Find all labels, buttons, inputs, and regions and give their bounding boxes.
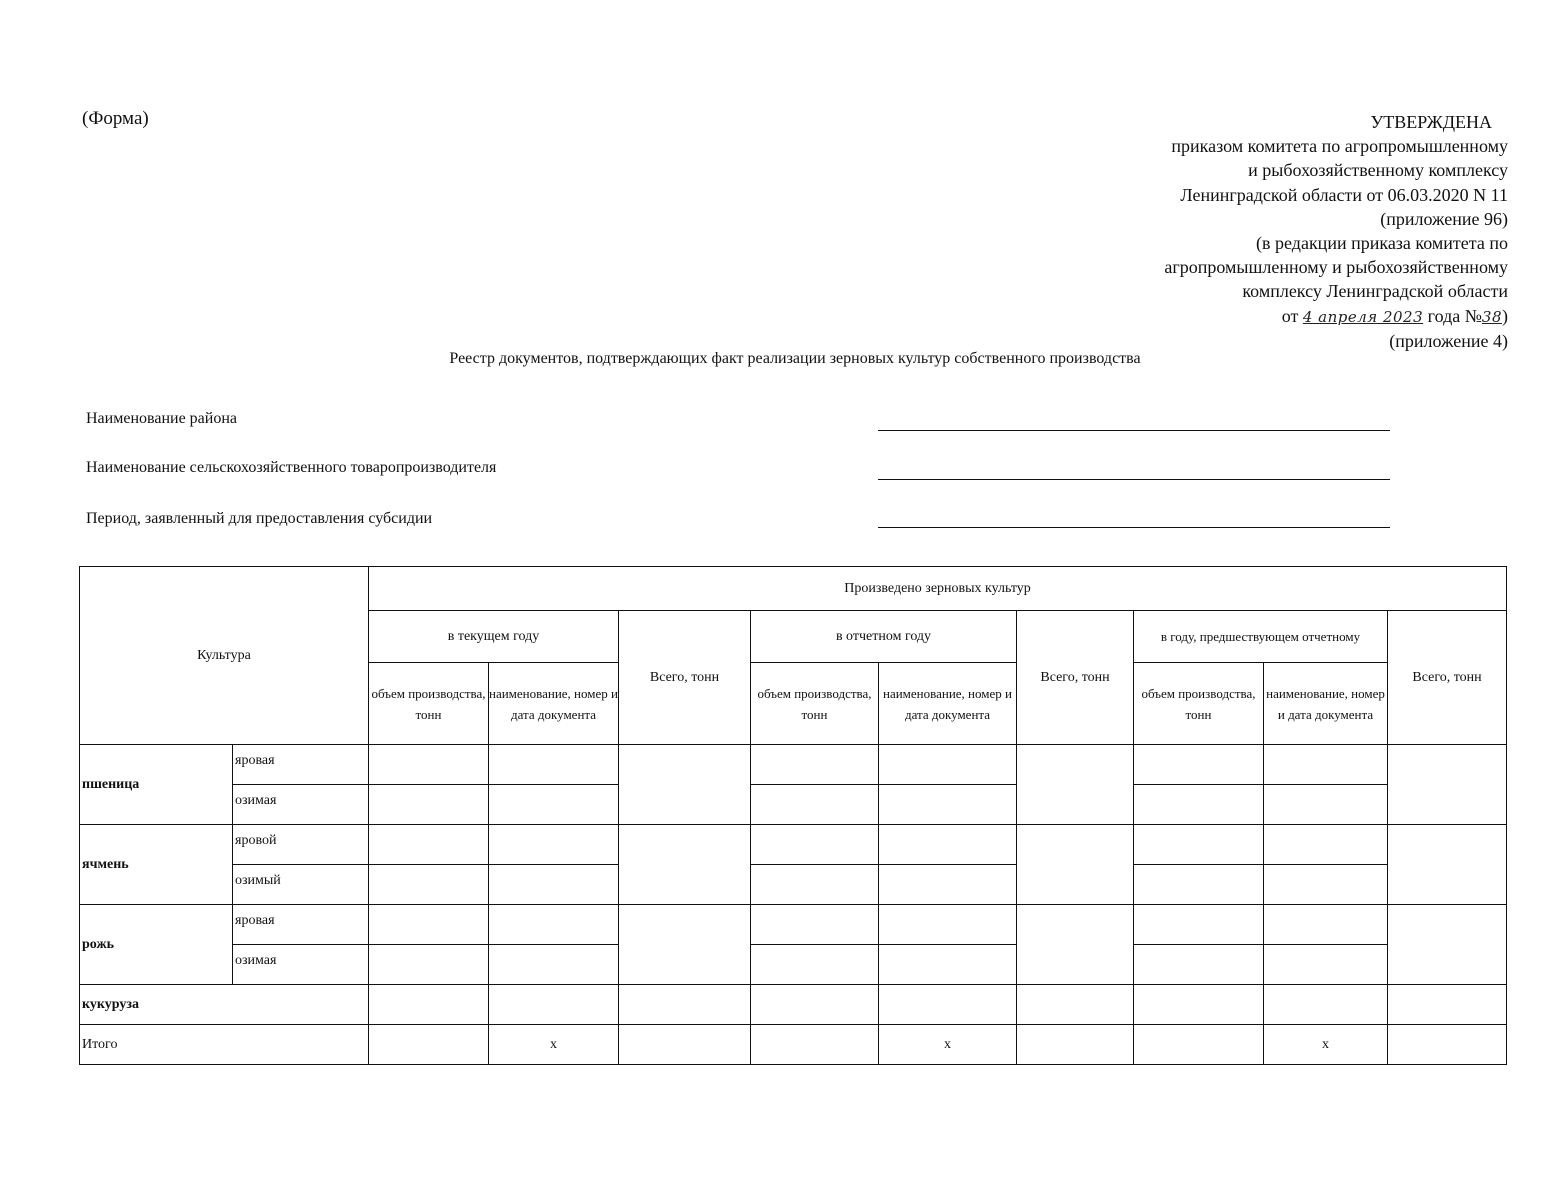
documents-header: наименование, номер и дата документа: [489, 663, 619, 745]
table-cell[interactable]: [1264, 785, 1388, 825]
table-cell[interactable]: [751, 905, 879, 945]
table-row: [80, 905, 1507, 945]
table-row: [80, 865, 1507, 905]
x-mark: x: [489, 1025, 619, 1065]
table-row: [80, 745, 1507, 785]
approval-line: приказом комитета по агропромышленному: [1171, 136, 1508, 157]
table-cell[interactable]: [369, 785, 489, 825]
handwritten-number: 38: [1481, 307, 1502, 326]
table-cell[interactable]: [751, 825, 879, 865]
table-cell[interactable]: [1388, 825, 1507, 905]
table-cell[interactable]: [1017, 985, 1134, 1025]
table-cell[interactable]: [751, 985, 879, 1025]
table-cell[interactable]: [1017, 1025, 1134, 1065]
table-cell[interactable]: [1264, 985, 1388, 1025]
variety-name: озимая: [233, 945, 369, 985]
table-cell[interactable]: [489, 865, 619, 905]
table-cell[interactable]: [1017, 905, 1134, 985]
table-cell[interactable]: [879, 945, 1017, 985]
variety-name: озимая: [233, 785, 369, 825]
registry-table: [79, 566, 1507, 1065]
table-cell[interactable]: [1388, 1025, 1507, 1065]
x-mark: x: [879, 1025, 1017, 1065]
table-cell[interactable]: [489, 745, 619, 785]
variety-name: озимый: [233, 865, 369, 905]
table-cell[interactable]: [879, 745, 1017, 785]
approval-block: [988, 110, 1508, 353]
table-cell[interactable]: [1017, 825, 1134, 905]
table-cell[interactable]: [879, 865, 1017, 905]
table-cell[interactable]: [1264, 905, 1388, 945]
table-cell[interactable]: [619, 1025, 751, 1065]
period-current-header: в текущем году: [369, 611, 619, 663]
table-cell[interactable]: [489, 905, 619, 945]
approval-line: (в редакции приказа комитета по: [1256, 233, 1508, 254]
table-cell[interactable]: [1134, 945, 1264, 985]
variety-name: яровая: [233, 905, 369, 945]
documents-header: наименование, номер и дата документа: [1264, 663, 1388, 745]
table-cell[interactable]: [369, 1025, 489, 1065]
table-row: [80, 825, 1507, 865]
produced-header: Произведено зерновых культур: [369, 567, 1507, 611]
document-title: Реестр документов, подтверждающих факт реализации зерновых культур собственного производства: [449, 350, 1141, 367]
period-previous-header: в году, предшествующем отчетному: [1134, 611, 1388, 663]
variety-name: яровой: [233, 825, 369, 865]
table-cell[interactable]: [369, 865, 489, 905]
approval-line: (приложение 96): [1380, 208, 1508, 229]
crop-name: рожь: [80, 905, 233, 985]
total-tonnes-header: Всего, тонн: [1017, 611, 1134, 745]
crop-name: ячмень: [80, 825, 233, 905]
table-cell[interactable]: [751, 945, 879, 985]
table-cell[interactable]: [1264, 825, 1388, 865]
table-cell[interactable]: [1134, 985, 1264, 1025]
table-cell[interactable]: [1017, 745, 1134, 825]
table-cell[interactable]: [879, 985, 1017, 1025]
approval-heading: УТВЕРЖДЕНА: [1370, 112, 1492, 132]
table-cell[interactable]: [1264, 865, 1388, 905]
table-cell[interactable]: [751, 865, 879, 905]
table-cell[interactable]: [1134, 865, 1264, 905]
total-tonnes-header: Всего, тонн: [1388, 611, 1507, 745]
approval-line: (приложение 4): [1389, 330, 1508, 351]
table-cell[interactable]: [369, 945, 489, 985]
table-header-row: [80, 567, 1507, 611]
table-row: [80, 945, 1507, 985]
approval-line: агропромышленному и рыбохозяйственному: [1164, 257, 1508, 278]
table-cell[interactable]: [489, 945, 619, 985]
table-cell[interactable]: [619, 825, 751, 905]
volume-header: объем производства, тонн: [1134, 663, 1264, 745]
table-cell[interactable]: [369, 905, 489, 945]
table-cell[interactable]: [489, 785, 619, 825]
crop-name: кукуруза: [80, 985, 369, 1025]
subsidy-period-label: Период, заявленный для предоставления субсидии: [86, 510, 433, 527]
table-cell[interactable]: [369, 985, 489, 1025]
table-cell[interactable]: [369, 745, 489, 785]
table-cell[interactable]: [1264, 945, 1388, 985]
table-cell[interactable]: [1134, 745, 1264, 785]
table-row: [80, 985, 1507, 1025]
table-cell[interactable]: [879, 825, 1017, 865]
producer-name-label: Наименование сельскохозяйственного товаропроизводителя: [86, 459, 497, 476]
total-row: [80, 1025, 1507, 1065]
x-mark: x: [1264, 1025, 1388, 1065]
year-word: года №: [1427, 305, 1482, 326]
culture-header: Культура: [80, 567, 369, 745]
handwritten-date: 4 апреля 2023: [1302, 307, 1424, 326]
table-cell[interactable]: [1134, 905, 1264, 945]
table-cell[interactable]: [489, 985, 619, 1025]
table-cell[interactable]: [619, 745, 751, 825]
table-cell[interactable]: [1388, 905, 1507, 985]
form-label: (Форма): [82, 108, 149, 129]
table-cell[interactable]: [1388, 985, 1507, 1025]
approval-line: Ленинградской области от 06.03.2020 N 11: [1180, 184, 1508, 205]
volume-header: объем производства, тонн: [751, 663, 879, 745]
table-cell[interactable]: [879, 785, 1017, 825]
district-name-label: Наименование района: [86, 410, 238, 427]
table-cell[interactable]: [1134, 785, 1264, 825]
period-reporting-header: в отчетном году: [751, 611, 1017, 663]
table-cell[interactable]: [619, 905, 751, 985]
volume-header: объем производства, тонн: [369, 663, 489, 745]
table-cell[interactable]: [1264, 745, 1388, 785]
total-label: Итого: [80, 1025, 369, 1065]
variety-name: яровая: [233, 745, 369, 785]
table-cell[interactable]: [879, 905, 1017, 945]
table-cell[interactable]: [489, 825, 619, 865]
table-cell[interactable]: [1134, 825, 1264, 865]
table-cell[interactable]: [619, 985, 751, 1025]
producer-name-input-line[interactable]: [878, 479, 1390, 480]
approval-line: и рыбохозяйственному комплексу: [1248, 160, 1508, 181]
approval-line: комплексу Ленинградской области: [1242, 281, 1508, 302]
table-cell[interactable]: [751, 1025, 879, 1065]
date-prefix: от: [1281, 305, 1299, 326]
table-cell[interactable]: [1388, 745, 1507, 825]
closing-paren: ): [1502, 305, 1508, 326]
district-name-input-line[interactable]: [878, 430, 1390, 431]
crop-name: пшеница: [80, 745, 233, 825]
table-row: [80, 785, 1507, 825]
approval-date-line: [988, 304, 1508, 329]
table-cell[interactable]: [751, 745, 879, 785]
subsidy-period-input-line[interactable]: [878, 527, 1390, 528]
table-cell[interactable]: [369, 825, 489, 865]
table-cell[interactable]: [1134, 1025, 1264, 1065]
documents-header: наименование, номер и дата документа: [879, 663, 1017, 745]
total-tonnes-header: Всего, тонн: [619, 611, 751, 745]
table-cell[interactable]: [751, 785, 879, 825]
